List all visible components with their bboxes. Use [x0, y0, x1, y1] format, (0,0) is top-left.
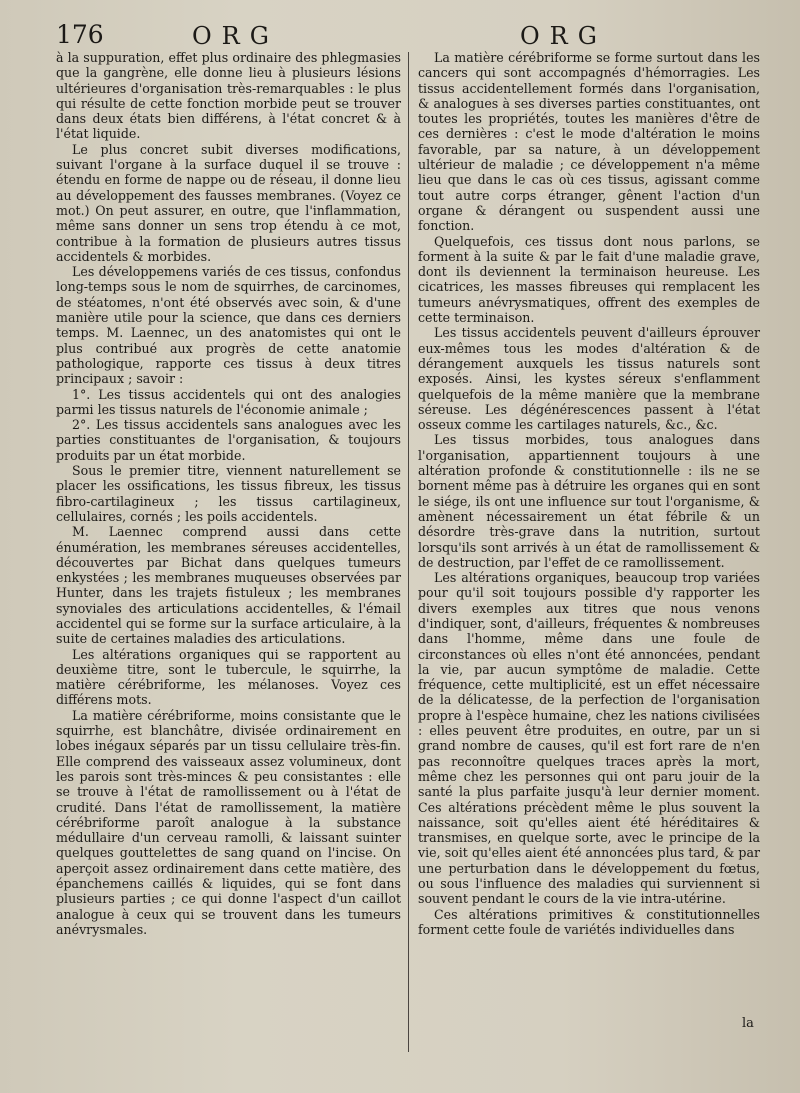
- paragraph: Les tissus morbides, tous analogues dans l'organisation, appartiennent toujours à une altération profonde & constitutionnelle : ils ne se bornent même pas à détruire les organes qui en sont le siége, ils ont une influence sur tout l'organisme, & amènent nécessairement un état fébrile & un désordre très-grave dans la nutrition, surtout lorsqu'ils sont arrivés à un état de ramollissement & de destruction, par l'effet de ce ramollissement.: [418, 432, 760, 570]
- paragraph: 2°. Les tissus accidentels sans analogues avec les parties constituantes de l'organisation, & toujours produits par un état morbide.: [56, 417, 401, 463]
- paragraph: Quelquefois, ces tissus dont nous parlons, se forment à la suite & par le fait d'une maladie grave, dont ils deviennent la terminaison heureuse. Les cicatrices, les masses fibreuses qui remplacent les tumeurs anévrysmatiques, offrent des exemples de cette terminaison.: [418, 233, 760, 326]
- column-divider: [408, 52, 409, 1052]
- paragraph: Ces altérations primitives & constitutionnelles forment cette foule de variétés individuelles dans: [418, 906, 760, 937]
- page-header: [0, 14, 800, 54]
- paragraph: Les développemens variés de ces tissus, confondus long-temps sous le nom de squirrhes, de carcinomes, de stéatomes, n'ont été observés avec soin, & d'une manière utile pour la science, que dans ces derniers temps. M. Laennec, un des anatomistes qui ont le plus contribué aux progrès de cette anatomie pathologique, rapporte ces tissus à deux titres principaux ; savoir :: [56, 264, 401, 387]
- paragraph: Les altérations organiques, beaucoup trop variées pour qu'il soit toujours possible d'y rapporter les divers exemples aux titres que nous venons d'indiquer, sont, d'ailleurs, fréquentes & nombreuses dans l'homme, même dans une foule de circonstances où elles n'ont été annoncées, pendant la vie, par aucun symptôme de maladie. Cette fréquence, cette multiplicité, est un effet nécessaire de la délicatesse, de la perfection de l'organisation propre à l'espèce humaine, chez les nations civilisées : elles peuvent être produites, en outre, par un si grand nombre de causes, qu'il est fort rare de n'en pas reconnoître quelques traces après la mort, même chez les personnes qui ont paru jouir de la santé la plus parfaite jusqu'à leur dernier moment. Ces altérations précèdent même le plus souvent la naissance, soit qu'elles aient été héréditaires & transmises, en quelque sorte, avec le principe de la vie, soit qu'elles aient été annoncées plus tard, & par une perturbation dans le développement du fœtus, ou sous l'influence des maladies qui surviennent si souvent pendant le cours de la vie intra-utérine.: [418, 570, 760, 907]
- running-head-left: ORG: [192, 22, 279, 50]
- paragraph: 1°. Les tissus accidentels qui ont des analogies parmi les tissus naturels de l'économie animale ;: [56, 386, 401, 417]
- paragraph: Le plus concret subit diverses modifications, suivant l'organe à la surface duquel il se trouve : étendu en forme de nappe ou de réseau, il donne lieu au développement des fausses membranes. (Voyez ce mot.) On peut assurer, en outre, que l'inflammation, même sans donner un sens trop étendu à ce mot, contribue à la formation de plusieurs autres tissus accidentels & morbides.: [56, 141, 401, 264]
- right-column: [418, 50, 760, 937]
- paragraph: La matière cérébriforme se forme surtout dans les cancers qui sont accompagnés d'hémorragies. Les tissus accidentellement formés dans l'organisation, & analogues à ses diverses parties constituantes, ont toutes les propriétés, toutes les manières d'être de ces dernières : c'est le mode d'altération le moins favorable, par sa nature, à un développement ultérieur de maladie ; ce développement n'a même lieu que dans le cas où ces tissus, agissant comme tout autre corps étranger, gênent l'action d'un organe & dérangent ou suspendent aussi une fonction.: [418, 50, 760, 234]
- paragraph: Les altérations organiques qui se rapportent au deuxième titre, sont le tubercule, le squirrhe, la matière cérébriforme, les mélanoses. Voyez ces différens mots.: [56, 646, 401, 708]
- running-head-right: ORG: [520, 22, 607, 50]
- paragraph: à la suppuration, effet plus ordinaire des phlegmasies que la gangrène, elle donne lieu à plusieurs lésions ultérieures d'organisation très-remarquables : le plus qui résulte de cette fonction morbide peut se trouver dans deux états bien différens, à l'état concret & à l'état liquide.: [56, 50, 401, 142]
- left-column: [56, 50, 401, 937]
- page-number: 176: [56, 20, 104, 49]
- paragraph: M. Laennec comprend aussi dans cette énumération, les membranes séreuses accidentelles, découvertes par Bichat dans quelques tumeurs enkystées ; les membranes muqueuses observées par Hunter, dans les trajets fistuleux ; les membranes synoviales des articulations accidentelles, & l'émail accidentel qui se forme sur la surface articulaire, à la suite de certaines maladies des articulations.: [56, 524, 401, 647]
- catchword: la: [742, 1016, 754, 1031]
- paragraph: La matière cérébriforme, moins consistante que le squirrhe, est blanchâtre, divisée ordinairement en lobes inégaux séparés par un tissu cellulaire très-fin. Elle comprend des vaisseaux assez volumineux, dont les parois sont très-minces & peu consistantes : elle se trouve à l'état de ramollissement ou à l'état de crudité. Dans l'état de ramollissement, la matière cérébriforme paroît analogue à la substance médullaire d'un cerveau ramolli, & laissant suinter quelques gouttelettes de sang quand on l'incise. On aperçoit assez ordinairement dans cette matière, des épanchemens caillés & liquides, qui se font dans plusieurs parties ; ce qui donne l'aspect d'un caillot analogue à ceux qui se trouvent dans les tumeurs anévrysmales.: [56, 707, 401, 937]
- paragraph: Les tissus accidentels peuvent d'ailleurs éprouver eux-mêmes tous les modes d'altération & de dérangement auxquels les tissus naturels sont exposés. Ainsi, les kystes séreux s'enflamment quelquefois de la même manière que la membrane séreuse. Les dégénérescences passent à l'état osseux comme les cartilages naturels, &c., &c.: [418, 325, 760, 433]
- paragraph: Sous le premier titre, viennent naturellement se placer les ossifications, les tissus fibreux, les tissus fibro-cartilagineux ; les tissus cartilagineux, cellulaires, cornés ; les poils accidentels.: [56, 463, 401, 524]
